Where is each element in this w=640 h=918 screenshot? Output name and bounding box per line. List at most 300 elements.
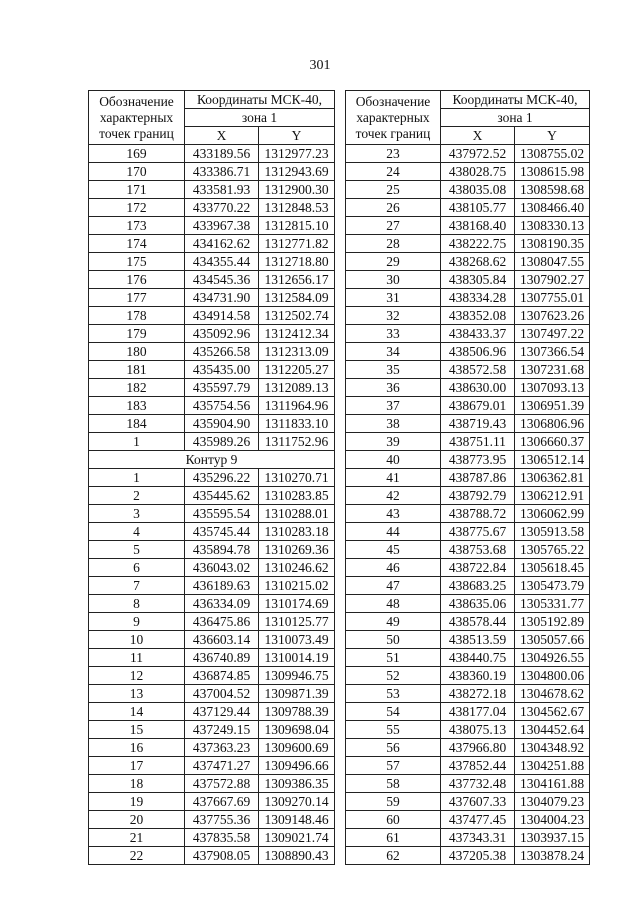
- x-value: 438506.96: [441, 343, 515, 361]
- point-number: 49: [346, 613, 441, 631]
- table-row: [346, 577, 590, 595]
- y-value: 1310288.01: [259, 505, 335, 523]
- right-table-body: [346, 145, 590, 865]
- y-value: 1305618.45: [515, 559, 590, 577]
- x-value: 435745.44: [185, 523, 259, 541]
- point-number: 54: [346, 703, 441, 721]
- y-value: 1312313.09: [259, 343, 335, 361]
- table-row: [346, 613, 590, 631]
- table-row: [89, 685, 335, 703]
- table-row: [89, 271, 335, 289]
- table-row: [346, 343, 590, 361]
- x-value: 433189.56: [185, 145, 259, 163]
- x-value: 438168.40: [441, 217, 515, 235]
- x-value: 433581.93: [185, 181, 259, 199]
- x-value: 438788.72: [441, 505, 515, 523]
- y-value: 1309788.39: [259, 703, 335, 721]
- x-value: 438792.79: [441, 487, 515, 505]
- y-value: 1312900.30: [259, 181, 335, 199]
- x-value: 438334.28: [441, 289, 515, 307]
- x-value: 438440.75: [441, 649, 515, 667]
- point-label-header: [346, 91, 441, 145]
- point-number: 46: [346, 559, 441, 577]
- y-value: 1305473.79: [515, 577, 590, 595]
- point-number: 59: [346, 793, 441, 811]
- y-value: 1304079.23: [515, 793, 590, 811]
- y-header: Y: [259, 127, 335, 145]
- table-row: [346, 667, 590, 685]
- x-value: 438630.00: [441, 379, 515, 397]
- point-number: 18: [89, 775, 185, 793]
- point-number: 181: [89, 361, 185, 379]
- table-row: [89, 649, 335, 667]
- table-row: [89, 163, 335, 181]
- point-number: 179: [89, 325, 185, 343]
- x-value: 436189.63: [185, 577, 259, 595]
- table-row: [89, 523, 335, 541]
- table-row: [89, 235, 335, 253]
- y-value: 1308615.98: [515, 163, 590, 181]
- point-number: 6: [89, 559, 185, 577]
- point-number: 51: [346, 649, 441, 667]
- table-row: [346, 685, 590, 703]
- point-number: 175: [89, 253, 185, 271]
- x-value: 438352.08: [441, 307, 515, 325]
- y-value: 1303878.24: [515, 847, 590, 865]
- x-value: 437249.15: [185, 721, 259, 739]
- table-row: [346, 307, 590, 325]
- y-value: 1310174.69: [259, 595, 335, 613]
- point-number: 182: [89, 379, 185, 397]
- point-number: 50: [346, 631, 441, 649]
- point-number: 173: [89, 217, 185, 235]
- y-value: 1305057.66: [515, 631, 590, 649]
- x-value: 433770.22: [185, 199, 259, 217]
- table-row: [89, 289, 335, 307]
- table-row: [89, 325, 335, 343]
- point-number: 32: [346, 307, 441, 325]
- x-value: 435989.26: [185, 433, 259, 451]
- x-value: 437607.33: [441, 793, 515, 811]
- y-value: 1312584.09: [259, 289, 335, 307]
- point-number: 28: [346, 235, 441, 253]
- table-row: [89, 145, 335, 163]
- point-number: 43: [346, 505, 441, 523]
- point-number: 176: [89, 271, 185, 289]
- y-value: 1307366.54: [515, 343, 590, 361]
- table-row: [346, 829, 590, 847]
- y-value: 1309600.69: [259, 739, 335, 757]
- point-number: 42: [346, 487, 441, 505]
- table-row: [89, 397, 335, 415]
- x-value: 436603.14: [185, 631, 259, 649]
- x-value: 434355.44: [185, 253, 259, 271]
- table-row: [89, 379, 335, 397]
- point-number: 172: [89, 199, 185, 217]
- table-row: [89, 415, 335, 433]
- x-value: 438272.18: [441, 685, 515, 703]
- coordinates-table-right: [345, 90, 590, 865]
- point-number: 13: [89, 685, 185, 703]
- point-number: 19: [89, 793, 185, 811]
- table-row: [346, 811, 590, 829]
- contour-row: [89, 451, 335, 469]
- table-row: [346, 163, 590, 181]
- table-row: [346, 181, 590, 199]
- point-number: 62: [346, 847, 441, 865]
- point-number: 2: [89, 487, 185, 505]
- table-row: [89, 433, 335, 451]
- x-value: 434162.62: [185, 235, 259, 253]
- x-value: 436475.86: [185, 613, 259, 631]
- coords-header-line1: Координаты МСК-40,: [185, 91, 335, 109]
- point-number: 29: [346, 253, 441, 271]
- point-number: 48: [346, 595, 441, 613]
- x-value: 435296.22: [185, 469, 259, 487]
- x-value: 438719.43: [441, 415, 515, 433]
- table-row: [346, 289, 590, 307]
- table-row: [346, 793, 590, 811]
- x-value: 438751.11: [441, 433, 515, 451]
- y-value: 1304348.92: [515, 739, 590, 757]
- point-number: 30: [346, 271, 441, 289]
- y-value: 1312412.34: [259, 325, 335, 343]
- y-value: 1310283.18: [259, 523, 335, 541]
- point-number: 47: [346, 577, 441, 595]
- point-number: 27: [346, 217, 441, 235]
- point-number: 7: [89, 577, 185, 595]
- x-value: 435754.56: [185, 397, 259, 415]
- x-value: 438305.84: [441, 271, 515, 289]
- x-value: 437363.23: [185, 739, 259, 757]
- x-value: 435597.79: [185, 379, 259, 397]
- x-value: 438075.13: [441, 721, 515, 739]
- y-value: 1310215.02: [259, 577, 335, 595]
- x-value: 437471.27: [185, 757, 259, 775]
- table-row: [346, 721, 590, 739]
- coordinates-table-left: [88, 90, 335, 865]
- table-row: [89, 343, 335, 361]
- point-number: 5: [89, 541, 185, 559]
- table-row: [89, 793, 335, 811]
- y-value: 1307231.68: [515, 361, 590, 379]
- y-value: 1309021.74: [259, 829, 335, 847]
- y-value: 1311752.96: [259, 433, 335, 451]
- x-value: 434914.58: [185, 307, 259, 325]
- y-value: 1306062.99: [515, 505, 590, 523]
- table-row: [346, 595, 590, 613]
- x-value: 438360.19: [441, 667, 515, 685]
- y-value: 1304452.64: [515, 721, 590, 739]
- y-value: 1312718.80: [259, 253, 335, 271]
- point-number: 1: [89, 433, 185, 451]
- y-value: 1310125.77: [259, 613, 335, 631]
- table-row: [89, 595, 335, 613]
- x-value: 437835.58: [185, 829, 259, 847]
- table-row: [346, 469, 590, 487]
- point-number: 52: [346, 667, 441, 685]
- x-value: 437966.80: [441, 739, 515, 757]
- x-value: 437477.45: [441, 811, 515, 829]
- y-value: 1304800.06: [515, 667, 590, 685]
- x-value: 435435.00: [185, 361, 259, 379]
- table-row: [346, 451, 590, 469]
- point-number: 177: [89, 289, 185, 307]
- y-value: 1306512.14: [515, 451, 590, 469]
- y-value: 1306212.91: [515, 487, 590, 505]
- x-value: 438787.86: [441, 469, 515, 487]
- x-value: 435894.78: [185, 541, 259, 559]
- table-row: [89, 721, 335, 739]
- y-value: 1310270.71: [259, 469, 335, 487]
- table-row: [346, 361, 590, 379]
- point-number: 56: [346, 739, 441, 757]
- y-value: 1306362.81: [515, 469, 590, 487]
- x-value: 438775.67: [441, 523, 515, 541]
- table-row: [346, 217, 590, 235]
- table-row: [89, 253, 335, 271]
- point-number: 37: [346, 397, 441, 415]
- y-value: 1312502.74: [259, 307, 335, 325]
- point-number: 40: [346, 451, 441, 469]
- x-value: 437972.52: [441, 145, 515, 163]
- y-value: 1304926.55: [515, 649, 590, 667]
- y-value: 1309496.66: [259, 757, 335, 775]
- point-number: 1: [89, 469, 185, 487]
- point-number: 33: [346, 325, 441, 343]
- point-number: 53: [346, 685, 441, 703]
- coords-header-line1: Координаты МСК-40,: [441, 91, 590, 109]
- y-value: 1303937.15: [515, 829, 590, 847]
- point-number: 12: [89, 667, 185, 685]
- point-number: 57: [346, 757, 441, 775]
- x-value: 438635.06: [441, 595, 515, 613]
- x-value: 435904.90: [185, 415, 259, 433]
- table-row: [346, 649, 590, 667]
- point-number: 15: [89, 721, 185, 739]
- y-value: 1311833.10: [259, 415, 335, 433]
- table-row: [346, 703, 590, 721]
- point-number: 3: [89, 505, 185, 523]
- table-row: [89, 505, 335, 523]
- y-value: 1307093.13: [515, 379, 590, 397]
- point-label-header: [89, 91, 185, 145]
- point-number: 22: [89, 847, 185, 865]
- point-number: 171: [89, 181, 185, 199]
- point-label-line3: точек границ: [99, 125, 174, 141]
- y-value: 1311964.96: [259, 397, 335, 415]
- table-row: [346, 757, 590, 775]
- y-value: 1312205.27: [259, 361, 335, 379]
- x-value: 435092.96: [185, 325, 259, 343]
- table-row: [346, 541, 590, 559]
- x-value: 437732.48: [441, 775, 515, 793]
- point-number: 20: [89, 811, 185, 829]
- table-row: [89, 757, 335, 775]
- x-header: X: [441, 127, 515, 145]
- point-number: 184: [89, 415, 185, 433]
- x-value: 438028.75: [441, 163, 515, 181]
- table-row: [89, 559, 335, 577]
- x-value: 437667.69: [185, 793, 259, 811]
- y-value: 1309871.39: [259, 685, 335, 703]
- x-value: 437004.52: [185, 685, 259, 703]
- point-label-line1: Обозначение: [99, 93, 174, 109]
- y-value: 1308330.13: [515, 217, 590, 235]
- point-number: 45: [346, 541, 441, 559]
- point-number: 180: [89, 343, 185, 361]
- x-value: 436740.89: [185, 649, 259, 667]
- table-row: [346, 379, 590, 397]
- x-value: 438177.04: [441, 703, 515, 721]
- point-number: 35: [346, 361, 441, 379]
- x-value: 437343.31: [441, 829, 515, 847]
- point-number: 41: [346, 469, 441, 487]
- table-row: [346, 433, 590, 451]
- table-row: [89, 541, 335, 559]
- point-number: 60: [346, 811, 441, 829]
- point-number: 44: [346, 523, 441, 541]
- x-value: 436043.02: [185, 559, 259, 577]
- y-value: 1305765.22: [515, 541, 590, 559]
- y-value: 1310246.62: [259, 559, 335, 577]
- point-number: 11: [89, 649, 185, 667]
- table-row: [346, 631, 590, 649]
- x-value: 438513.59: [441, 631, 515, 649]
- point-number: 14: [89, 703, 185, 721]
- point-number: 9: [89, 613, 185, 631]
- x-value: 438683.25: [441, 577, 515, 595]
- y-value: 1305192.89: [515, 613, 590, 631]
- x-value: 438578.44: [441, 613, 515, 631]
- table-row: [346, 253, 590, 271]
- x-value: 433967.38: [185, 217, 259, 235]
- page-number: 301: [309, 58, 331, 73]
- y-value: 1305913.58: [515, 523, 590, 541]
- table-row: [346, 145, 590, 163]
- x-value: 438722.84: [441, 559, 515, 577]
- point-number: 16: [89, 739, 185, 757]
- table-row: [89, 775, 335, 793]
- x-value: 438268.62: [441, 253, 515, 271]
- y-value: 1307755.01: [515, 289, 590, 307]
- table-row: [89, 469, 335, 487]
- y-value: 1312977.23: [259, 145, 335, 163]
- table-row: [89, 217, 335, 235]
- x-value: 436334.09: [185, 595, 259, 613]
- y-value: 1312771.82: [259, 235, 335, 253]
- point-number: 25: [346, 181, 441, 199]
- y-value: 1312848.53: [259, 199, 335, 217]
- table-row: [346, 415, 590, 433]
- y-value: 1308190.35: [515, 235, 590, 253]
- point-label-line2: характерных: [99, 109, 174, 125]
- y-value: 1306806.96: [515, 415, 590, 433]
- table-row: [89, 199, 335, 217]
- table-row: [89, 847, 335, 865]
- y-value: 1312943.69: [259, 163, 335, 181]
- table-row: [346, 739, 590, 757]
- left-table-body-contour: [89, 469, 335, 865]
- x-value: 434731.90: [185, 289, 259, 307]
- x-value: 438433.37: [441, 325, 515, 343]
- x-value: 437852.44: [441, 757, 515, 775]
- table-row: [89, 703, 335, 721]
- table-row: [89, 577, 335, 595]
- table-row: [89, 613, 335, 631]
- x-value: 437908.05: [185, 847, 259, 865]
- x-value: 438222.75: [441, 235, 515, 253]
- y-header: Y: [515, 127, 590, 145]
- y-value: 1307497.22: [515, 325, 590, 343]
- y-value: 1310269.36: [259, 541, 335, 559]
- x-value: 438773.95: [441, 451, 515, 469]
- point-number: 38: [346, 415, 441, 433]
- table-row: [346, 487, 590, 505]
- table-row: [89, 739, 335, 757]
- x-value: 437572.88: [185, 775, 259, 793]
- table-row: [89, 181, 335, 199]
- y-value: 1309698.04: [259, 721, 335, 739]
- y-value: 1310014.19: [259, 649, 335, 667]
- table-row: [89, 487, 335, 505]
- x-value: 438105.77: [441, 199, 515, 217]
- point-number: 26: [346, 199, 441, 217]
- left-table-body: [89, 145, 335, 451]
- x-value: 435595.54: [185, 505, 259, 523]
- point-label-line3: точек границ: [355, 125, 431, 141]
- point-number: 8: [89, 595, 185, 613]
- x-value: 438035.08: [441, 181, 515, 199]
- table-row: [346, 325, 590, 343]
- y-value: 1304562.67: [515, 703, 590, 721]
- y-value: 1308047.55: [515, 253, 590, 271]
- x-value: 435445.62: [185, 487, 259, 505]
- table-row: [89, 361, 335, 379]
- table-row: [346, 559, 590, 577]
- x-value: 433386.71: [185, 163, 259, 181]
- point-number: 24: [346, 163, 441, 181]
- x-value: 434545.36: [185, 271, 259, 289]
- y-value: 1308598.68: [515, 181, 590, 199]
- point-number: 10: [89, 631, 185, 649]
- y-value: 1304161.88: [515, 775, 590, 793]
- point-number: 34: [346, 343, 441, 361]
- y-value: 1304251.88: [515, 757, 590, 775]
- table-row: [89, 631, 335, 649]
- point-number: 178: [89, 307, 185, 325]
- table-row: [346, 271, 590, 289]
- y-value: 1307902.27: [515, 271, 590, 289]
- y-value: 1310073.49: [259, 631, 335, 649]
- point-number: 21: [89, 829, 185, 847]
- point-number: 183: [89, 397, 185, 415]
- y-value: 1306660.37: [515, 433, 590, 451]
- x-value: 438679.01: [441, 397, 515, 415]
- point-number: 31: [346, 289, 441, 307]
- table-row: [346, 397, 590, 415]
- x-value: 438572.58: [441, 361, 515, 379]
- table-row: [89, 667, 335, 685]
- coords-header-line2: зона 1: [441, 109, 590, 127]
- point-number: 39: [346, 433, 441, 451]
- y-value: 1310283.85: [259, 487, 335, 505]
- x-value: 436874.85: [185, 667, 259, 685]
- point-label-line1: Обозначение: [355, 93, 431, 109]
- table-row: [346, 235, 590, 253]
- y-value: 1307623.26: [515, 307, 590, 325]
- point-number: 36: [346, 379, 441, 397]
